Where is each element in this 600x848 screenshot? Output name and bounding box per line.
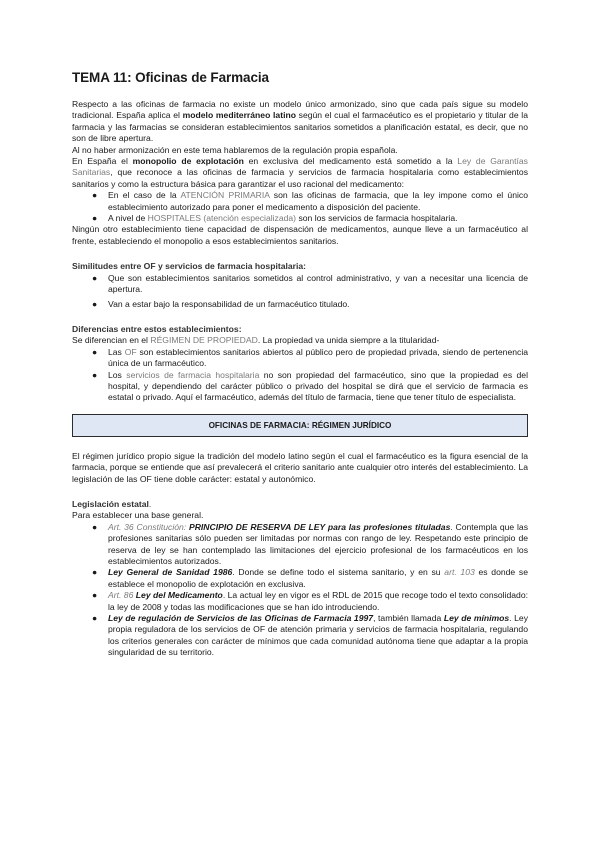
legislacion-paragraph: Para establecer una base general. (72, 510, 204, 521)
list-item: ● En el caso de la ATENCIÓN PRIMARIA son las oficinas de farmacia, que la ley impone como el único establecimiento autorizado para poner el medicamento a disposición del paciente. (92, 190, 528, 212)
list-item: ● Van a estar bajo la responsabilidad de un farmacéutico titulado. (92, 298, 350, 309)
bullet-icon: ● (92, 567, 98, 578)
intro-paragraph-1: Respecto a las oficinas de farmacia no existe un modelo único armonizado, sino que cada país sigue su modelo tradicional. España aplica el modelo mediterráneo latino según el cual el farmacéutico es el propietario y titular de la farmacia y las farmacias se consideran establecimientos sanitarios sometidos a planificación estatal, es decir, que no son de libre apertura. (72, 99, 528, 144)
intro-paragraph-2: Al no haber armonización en este tema hablaremos de la regulación propia española. (72, 144, 398, 155)
bullet-icon: ● (92, 298, 98, 309)
intro-paragraph-4: Ningún otro establecimiento tiene capacidad de dispensación de medicamentos, aunque lleve a un farmacéutico al frente, estableciendo el monopolio a esos establecimientos sanitarios. (72, 224, 528, 246)
list-item: ● Que son establecimientos sanitarios sometidos al control administrativo, y van a necesitar una licencia de apertura. (92, 272, 528, 295)
section-title-box: OFICINAS DE FARMACIA: RÉGIMEN JURÍDICO (72, 414, 528, 437)
bullet-icon: ● (92, 369, 98, 380)
list-item: ● Ley General de Sanidad 1986. Donde se define todo el sistema sanitario, y en su art. 103 es donde se establece el monopolio de explotación en exclusiva. (92, 567, 529, 589)
section-heading-similitudes: Similitudes entre OF y servicios de farmacia hospitalaria: (72, 261, 307, 272)
bullet-icon: ● (92, 590, 98, 601)
list-item: ● Las OF son establecimientos sanitarios abiertos al público pero de propiedad privada, siendo de pertenencia única de un farmacéutico. (92, 346, 529, 369)
list-item: ● Art. 86 Ley del Medicamento. La actual ley en vigor es el RDL de 2015 que recoge todo el texto consolidado: la ley de 2008 y todas las modificaciones que se han ido introduciendo. (92, 590, 529, 612)
legislacion-list (72, 522, 528, 659)
bullet-icon: ● (92, 346, 98, 357)
bullet-icon: ● (92, 613, 98, 624)
document-body (72, 99, 528, 659)
list-item: ● Art. 36 Constitución: PRINCIPIO DE RESERVA DE LEY para las profesiones tituladas. Contempla que las profesiones sanitarias sólo pueden ser limitadas por normas con rango de ley. Respetando este principio de reserva de ley se han contemplado las limitaciones del ejercicio profesional de los farmacéuticos en los establecimientos autorizados. (92, 521, 528, 566)
list-item: ● Ley de regulación de Servicios de las Oficinas de Farmacia 1997, también llamada Ley de mínimos. Ley propia reguladora de los servicios de OF de atención primaria y servicios de farmacia hospitalaria, regulando los criterios generales con carácter de mínimos que cada comunidad autónoma tiene que adaptar a la propia singularidad de su territorio. (92, 613, 528, 658)
bullet-icon: ● (92, 272, 98, 283)
diferencias-paragraph: Se diferencian en el RÉGIMEN DE PROPIEDAD. La propiedad va unida siempre a la titularidad- (72, 335, 440, 346)
section-heading-legislacion: Legislación estatal. (72, 498, 152, 509)
emphasis-modelo: modelo mediterráneo latino (182, 110, 296, 121)
law-reference: Ley de Garantías Sanitarias (72, 156, 528, 178)
bullet-icon: ● (92, 521, 98, 532)
intro-list (72, 190, 528, 224)
similitudes-list (72, 273, 528, 310)
list-item: ● A nivel de HOSPITALES (atención especializada) son los servicios de farmacia hospitalaria. (92, 213, 458, 224)
list-item: ● Los servicios de farmacia hospitalaria no son propiedad del farmacéutico, sino que la propiedad es del hospital, y dependiendo del carácter público o privado del hospital se dirá que el servicio de farmacia es estatal o privado. Aquí el farmacéutico, además del título de farmacia, tiene que tener título de especialista. (92, 369, 528, 403)
emphasis-monopolio: monopolio de explotación (132, 156, 244, 167)
intro-paragraph-3: En España el monopolio de explotación en exclusiva del medicamento está sometido a la Ley de Garantías Sanitarias, que reconoce a las oficinas de farmacia y servicios de farmacia hospitalaria como establecimientos sanitarios y como la estructura básica para garantizar el uso racional del medicamento: (72, 156, 528, 189)
bullet-icon: ● (92, 213, 98, 224)
section-heading-diferencias: Diferencias entre estos establecimientos: (72, 323, 242, 334)
regimen-paragraph: El régimen jurídico propio sigue la tradición del modelo latino según el cual el farmacéutico es la figura esencial de la farmacia, porque se entiende que así prevalecerá el criterio sanitario ante cualquier otro interés del establecimiento. La legislación de las OF tiene doble carácter: estatal y autonómico. (72, 450, 528, 484)
bullet-icon: ● (92, 190, 98, 201)
page-title: TEMA 11: Oficinas de Farmacia (72, 70, 269, 85)
diferencias-list (72, 347, 528, 404)
